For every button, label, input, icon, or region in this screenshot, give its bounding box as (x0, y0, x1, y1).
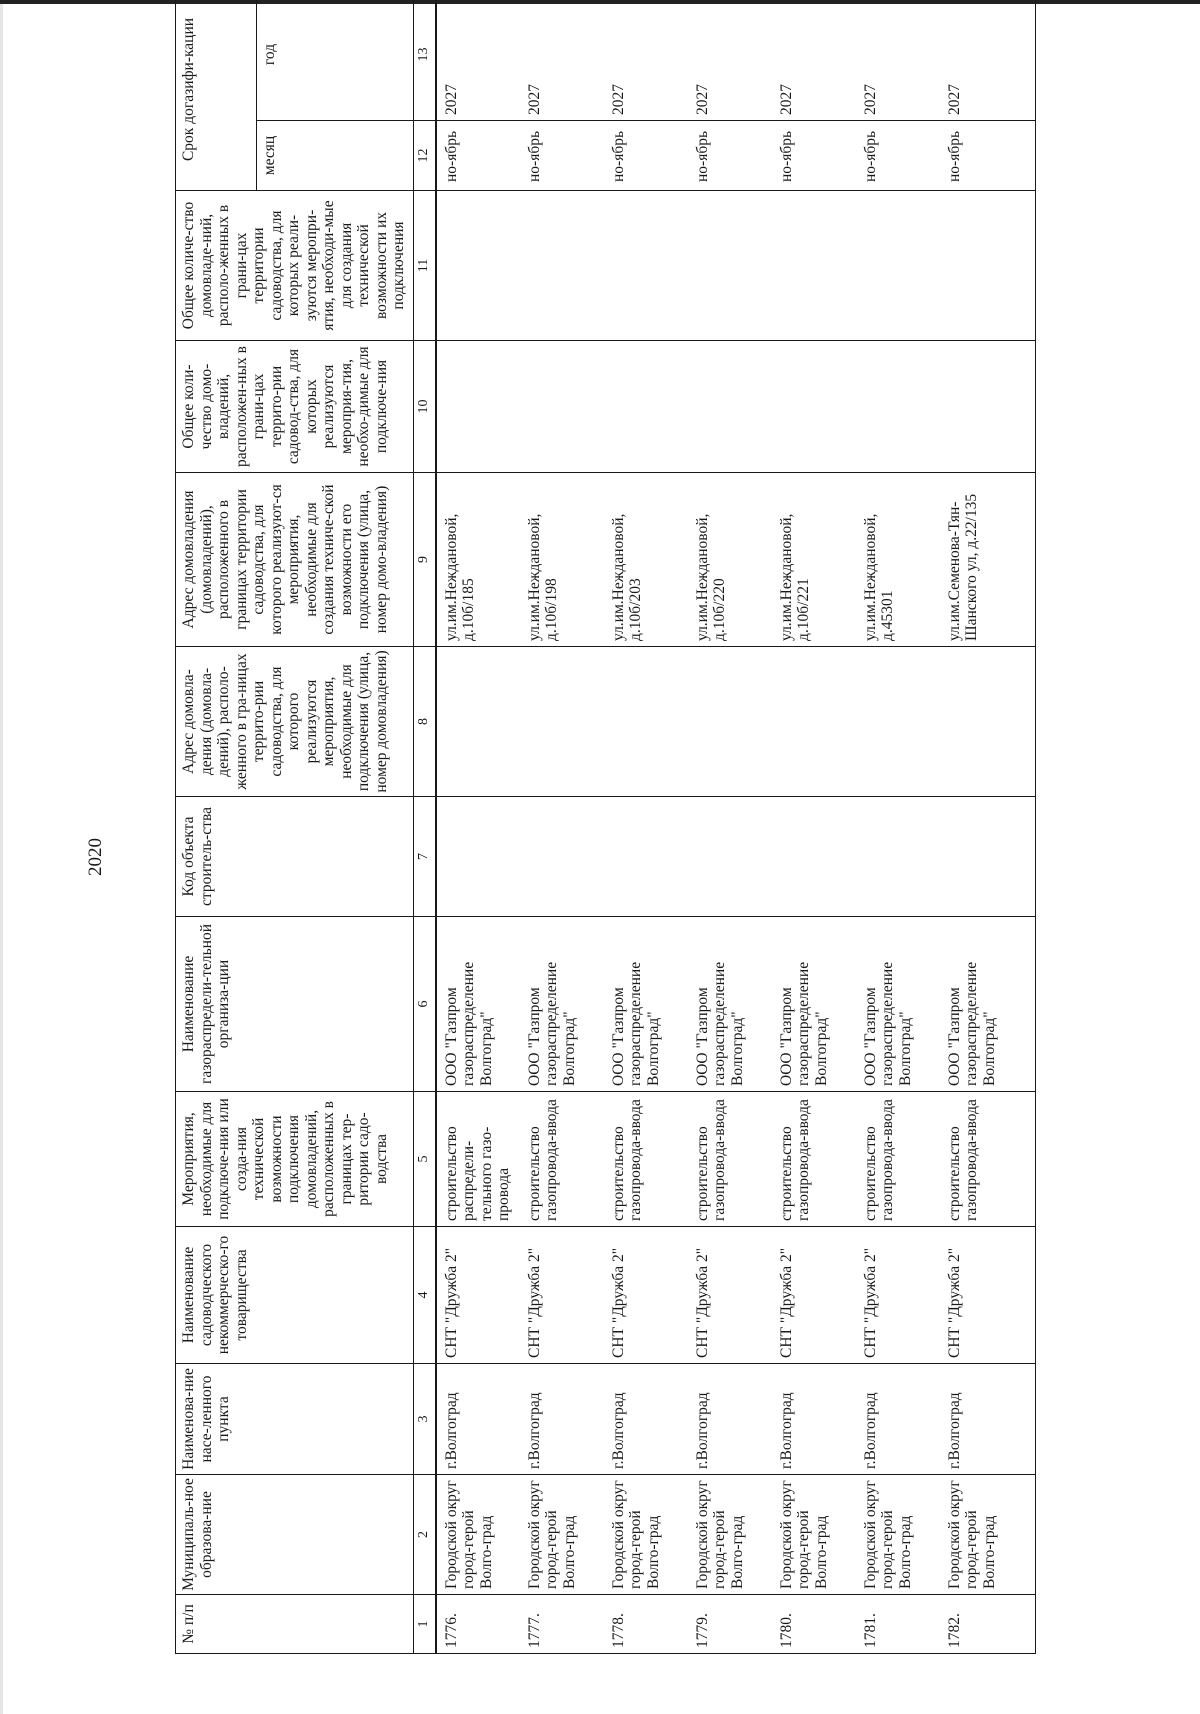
snt-cell: СНТ "Дружба 2" (520, 1227, 604, 1364)
gas-org-cell: ООО "Газпром газораспределение Волгоград" (436, 917, 520, 1092)
count-capacity-cell (772, 191, 856, 341)
address-capacity-cell: ул.им.Неждановой, д.10б/221 (772, 473, 856, 647)
snt-cell: СНТ "Дружба 2" (604, 1227, 688, 1364)
deadline-year-cell: 2027 (604, 0, 688, 121)
address-capacity-cell: ул.им.Неждановой, д.10б/203 (604, 473, 688, 647)
measure-cell: строительство газопровода-ввода (520, 1092, 604, 1227)
deadline-year-cell: 2027 (940, 0, 1036, 121)
settlement-cell: г.Волгоград (520, 1364, 604, 1475)
object-code-cell (940, 797, 1036, 917)
deadline-year-cell: 2027 (436, 0, 520, 121)
header-object-code: Код объекта строитель-ства (176, 797, 414, 917)
measure-cell: строительство газопровода-ввода (604, 1092, 688, 1227)
municipality-cell: Городской округ город-герой Волго-град (856, 1475, 940, 1595)
header-num: № п/п (176, 1595, 414, 1654)
table-row (688, 0, 772, 1654)
column-numbers-row (414, 0, 436, 1654)
table-row (772, 0, 856, 1654)
header-address-connection: Адрес домовла-дения (домовла-дений), располо-женного в гра-ницах террито-рии садоводства, для которого реализуются мероприятия, необходимые для подключения (улица, номер домовладения) (176, 647, 414, 797)
gasification-table (175, 0, 1036, 1654)
settlement-cell: г.Волгоград (940, 1364, 1036, 1475)
colnum: 4 (414, 1227, 436, 1364)
deadline-year-cell: 2027 (520, 0, 604, 121)
snt-cell: СНТ "Дружба 2" (688, 1227, 772, 1364)
object-code-cell (604, 797, 688, 917)
colnum: 8 (414, 647, 436, 797)
settlement-cell: г.Волгоград (772, 1364, 856, 1475)
measure-cell: строительство газопровода-ввода (856, 1092, 940, 1227)
address-capacity-cell: ул.им.Семенова-Тян-Шанского ул, д.22/135 (940, 473, 1036, 647)
row-number: 1782. (940, 1595, 1036, 1654)
deadline-month-cell: но-ябрь (436, 121, 520, 191)
row-number: 1776. (436, 1595, 520, 1654)
settlement-cell: г.Волгоград (688, 1364, 772, 1475)
gas-org-cell: ООО "Газпром газораспределение Волгоград" (772, 917, 856, 1092)
municipality-cell: Городской округ город-герой Волго-град (940, 1475, 1036, 1595)
address-connection-cell (604, 647, 688, 797)
object-code-cell (856, 797, 940, 917)
deadline-year-cell: 2027 (856, 0, 940, 121)
object-code-cell (436, 797, 520, 917)
address-connection-cell (856, 647, 940, 797)
gas-org-cell: ООО "Газпром газораспределение Волгоград" (688, 917, 772, 1092)
header-settlement: Наименова-ние насе-ленного пункта (176, 1364, 414, 1475)
snt-cell: СНТ "Дружба 2" (772, 1227, 856, 1364)
count-connection-cell (856, 341, 940, 473)
address-connection-cell (772, 647, 856, 797)
deadline-month-cell: но-ябрь (604, 121, 688, 191)
colnum: 2 (414, 1475, 436, 1595)
header-gas-org: Наименование газораспредели-тельной организа-ции (176, 917, 414, 1092)
municipality-cell: Городской округ город-герой Волго-град (604, 1475, 688, 1595)
row-number: 1779. (688, 1595, 772, 1654)
deadline-month-cell: но-ябрь (856, 121, 940, 191)
colnum: 7 (414, 797, 436, 917)
header-year: год (257, 0, 414, 121)
colnum: 3 (414, 1364, 436, 1475)
deadline-month-cell: но-ябрь (520, 121, 604, 191)
address-connection-cell (940, 647, 1036, 797)
snt-cell: СНТ "Дружба 2" (856, 1227, 940, 1364)
row-number: 1778. (604, 1595, 688, 1654)
measure-cell: строительство газопровода-ввода (688, 1092, 772, 1227)
municipality-cell: Городской округ город-герой Волго-град (436, 1475, 520, 1595)
colnum: 12 (414, 121, 436, 191)
row-number: 1777. (520, 1595, 604, 1654)
table-row (856, 0, 940, 1654)
row-number: 1780. (772, 1595, 856, 1654)
measure-cell: строительство газопровода-ввода (772, 1092, 856, 1227)
colnum: 9 (414, 473, 436, 647)
header-row (176, 0, 257, 1654)
object-code-cell (688, 797, 772, 917)
address-connection-cell (436, 647, 520, 797)
measure-cell: строительство газопровода-ввода (940, 1092, 1036, 1227)
header-count-connection: Общее коли-чество домо-владений, расположен-ных в грани-цах террито-рии садовод-ства, для которых реализуются мероприя-тия, необхо-димые для подключе-ния (176, 341, 414, 473)
gas-org-cell: ООО "Газпром газораспределение Волгоград" (520, 917, 604, 1092)
address-capacity-cell: ул.им.Неждановой, д.10б/220 (688, 473, 772, 647)
table-row (436, 0, 520, 1654)
count-capacity-cell (436, 191, 520, 341)
count-connection-cell (604, 341, 688, 473)
header-address-capacity: Адрес домовладения (домовладений), расположенного в границах территории садоводства, для которого реализуют-ся мероприятия, необходимые для создания техниче-ской возможности его подключения (улица, номер домо-владения) (176, 473, 414, 647)
colnum: 13 (414, 0, 436, 121)
colnum: 10 (414, 341, 436, 473)
municipality-cell: Городской округ город-герой Волго-град (520, 1475, 604, 1595)
colnum: 5 (414, 1092, 436, 1227)
count-capacity-cell (604, 191, 688, 341)
address-capacity-cell: ул.им.Неждановой, д.10б/185 (436, 473, 520, 647)
object-code-cell (772, 797, 856, 917)
count-connection-cell (520, 341, 604, 473)
snt-cell: СНТ "Дружба 2" (436, 1227, 520, 1364)
row-number: 1781. (856, 1595, 940, 1654)
header-municipality: Муниципаль-ное образова-ние (176, 1475, 414, 1595)
deadline-month-cell: но-ябрь (940, 121, 1036, 191)
count-capacity-cell (856, 191, 940, 341)
gas-org-cell: ООО "Газпром газораспределение Волгоград" (604, 917, 688, 1092)
count-connection-cell (436, 341, 520, 473)
colnum: 1 (414, 1595, 436, 1654)
header-month: месяц (257, 121, 414, 191)
table-row (520, 0, 604, 1654)
object-code-cell (520, 797, 604, 917)
gas-org-cell: ООО "Газпром газораспределение Волгоград" (856, 917, 940, 1092)
settlement-cell: г.Волгоград (436, 1364, 520, 1475)
address-connection-cell (688, 647, 772, 797)
table-row (940, 0, 1036, 1654)
municipality-cell: Городской округ город-герой Волго-град (688, 1475, 772, 1595)
deadline-year-cell: 2027 (688, 0, 772, 121)
header-count-capacity: Общее количе-ство домовладе-ний, располо-женных в грани-цах территории садоводства, для которых реали-зуются меропри-ятия, необходи-мые для создания технической возможности их подключения (176, 191, 414, 341)
count-connection-cell (772, 341, 856, 473)
header-snt: Наименование садоводческого некоммерческо-го товарищества (176, 1227, 414, 1364)
table-body (436, 0, 1036, 1654)
gas-org-cell: ООО "Газпром газораспределение Волгоград" (940, 917, 1036, 1092)
deadline-month-cell: но-ябрь (688, 121, 772, 191)
count-capacity-cell (940, 191, 1036, 341)
address-connection-cell (520, 647, 604, 797)
municipality-cell: Городской округ город-герой Волго-град (772, 1475, 856, 1595)
snt-cell: СНТ "Дружба 2" (940, 1227, 1036, 1364)
settlement-cell: г.Волгоград (604, 1364, 688, 1475)
measure-cell: строительство распредели-тельного газо-провода (436, 1092, 520, 1227)
table-row (604, 0, 688, 1654)
count-connection-cell (940, 341, 1036, 473)
header-measures: Мероприятия, необходимые для подключе-ния или созда-ния технической возможности подключения домовладений, расположенных в границах тер-ритории садо-водства (176, 1092, 414, 1227)
address-capacity-cell: ул.им.Неждановой, д.10б/198 (520, 473, 604, 647)
count-connection-cell (688, 341, 772, 473)
colnum: 6 (414, 917, 436, 1092)
count-capacity-cell (688, 191, 772, 341)
count-capacity-cell (520, 191, 604, 341)
address-capacity-cell: ул.им.Неждановой, д.45301 (856, 473, 940, 647)
colnum: 11 (414, 191, 436, 341)
deadline-year-cell: 2027 (772, 0, 856, 121)
header-deadline: Срок догазифи-кации (176, 0, 257, 191)
page-number: 2020 (85, 838, 106, 876)
settlement-cell: г.Волгоград (856, 1364, 940, 1475)
deadline-month-cell: но-ябрь (772, 121, 856, 191)
